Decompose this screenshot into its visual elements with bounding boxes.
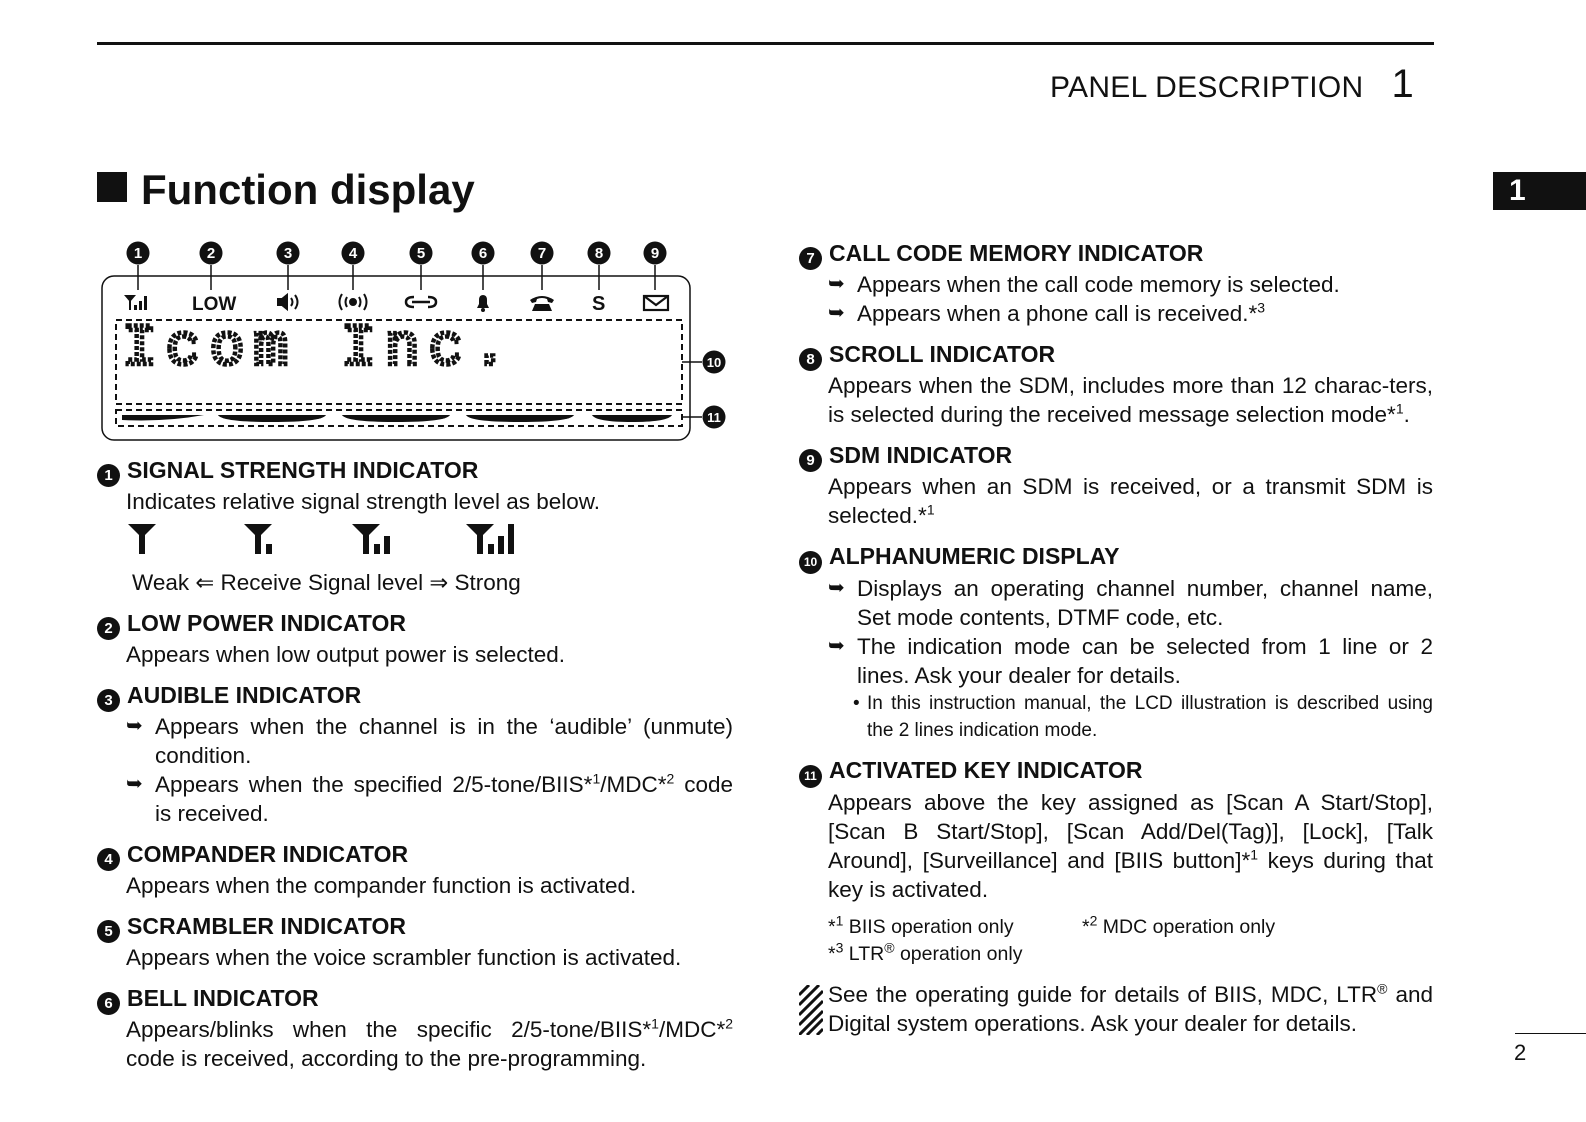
phone-icon	[530, 296, 554, 311]
lcd-illustration	[96, 238, 736, 448]
right-column	[799, 227, 1433, 1038]
square-bullet-icon	[97, 172, 127, 202]
section-heading	[97, 166, 475, 214]
item-text-6: Appears/blinks when the specific 2/5-tone/BIIS*$^1$/MDC*$^2$ code is received, according to the pre-programming.	[126, 1015, 733, 1071]
page-number-rule	[1515, 1033, 1586, 1034]
item-heading-9: 9 SDM INDICATOR	[799, 441, 1433, 472]
running-header	[1050, 62, 1414, 107]
callout-10	[682, 351, 726, 374]
item-heading-1: 1 SIGNAL STRENGTH INDICATOR	[97, 456, 733, 487]
item-heading-3: 3 AUDIBLE INDICATOR	[97, 681, 733, 712]
section-heading-text: Function display	[141, 166, 475, 213]
chapter-number: 1	[1391, 62, 1414, 106]
signal-strong-icon	[466, 524, 514, 554]
page-number: 2	[1514, 1040, 1527, 1065]
note-hatch-icon	[799, 985, 823, 1035]
envelope-icon	[644, 296, 668, 310]
item-heading-7: 7 CALL CODE MEMORY INDICATOR	[799, 239, 1433, 270]
dealer-note: See the operating guide for details of BIIS, MDC, LTR® and Digital system operations. Ask your dealer for details.	[799, 980, 1433, 1038]
item-heading-2: 2 LOW POWER INDICATOR	[97, 609, 733, 640]
item-text-1: Indicates relative signal strength level as below.	[126, 489, 601, 514]
svg-text:9: 9	[650, 245, 660, 262]
signal-levels	[97, 516, 733, 568]
callout-11	[682, 406, 726, 429]
callout-7	[531, 242, 554, 291]
item-7-bullet-2: ➥ Appears when a phone call is received.*$^3$	[799, 299, 1433, 328]
svg-text:4: 4	[348, 245, 358, 262]
item-7-bullet-1: ➥ Appears when the call code memory is selected.	[799, 270, 1433, 299]
callout-9	[644, 242, 667, 291]
item-10-bullet-1: ➥ Displays an operating channel number, channel name, Set mode contents, DTMF code, etc.	[799, 574, 1433, 632]
signal-caption: Weak ⇐ Receive Signal level ⇒ Strong	[132, 570, 521, 595]
callout-2	[200, 242, 223, 291]
callout-8	[588, 242, 611, 291]
s-text: S	[592, 293, 606, 315]
callout-3	[277, 242, 300, 291]
key-indicator-bars	[122, 415, 672, 422]
low-text: LOW	[192, 294, 237, 315]
item-heading-8: 8 SCROLL INDICATOR	[799, 340, 1433, 371]
svg-text:3: 3	[283, 245, 293, 262]
callout-5	[410, 242, 433, 291]
item-heading-6: 6 BELL INDICATOR	[97, 984, 733, 1015]
speaker-icon	[278, 295, 298, 309]
svg-text:7: 7	[537, 245, 547, 262]
svg-text:8: 8	[594, 245, 604, 262]
item-text-4: Appears when the compander function is activated.	[126, 873, 637, 898]
svg-text:10: 10	[706, 355, 722, 370]
footnote-row-2: *$^3$ LTR® operation only	[828, 939, 1023, 965]
item-10-subnote: • In this instruction manual, the LCD illustration is described using the 2 lines indication mode.	[799, 690, 1433, 744]
scrambler-icon	[406, 297, 436, 307]
callout-4	[342, 242, 365, 291]
item-3-bullet-2: ➥ Appears when the specified 2/5-tone/BIIS*$^1$/MDC*$^2$ code is received.	[97, 770, 733, 828]
left-column	[97, 444, 733, 1073]
chapter-tab: 1	[1493, 172, 1586, 210]
item-10-bullet-2: ➥ The indication mode can be selected from 1 line or 2 lines. Ask your dealer for details.	[799, 632, 1433, 690]
callout-6	[472, 242, 495, 291]
compander-icon	[340, 294, 367, 310]
item-heading-4: 4 COMPANDER INDICATOR	[97, 840, 733, 871]
item-text-9: Appears when an SDM is received, or a transmit SDM is selected.*$^1$	[828, 474, 1433, 528]
signal-level-3-icon	[352, 524, 390, 554]
signal-level-2-icon	[244, 524, 272, 554]
svg-text:2: 2	[206, 245, 216, 262]
item-text-11: Appears above the key assigned as [Scan A Start/Stop], [Scan B Start/Stop], [Scan Add/Del(Tag)], [Lock], [Talk Around], [Surveillance] and [BIIS button]*$^1$ keys during that key is activated.	[828, 790, 1434, 902]
svg-text:5: 5	[416, 245, 426, 262]
item-heading-5: 5 SCRAMBLER INDICATOR	[97, 912, 733, 943]
lcd-dot-text: Icom Inc.	[122, 317, 517, 382]
footnote-row-1: *$^1$ BIIS operation only *$^2$ MDC operation only	[828, 912, 1276, 938]
section-title: PANEL DESCRIPTION	[1049, 71, 1364, 104]
item-text-8: Appears when the SDM, includes more than 12 charac-ters, is selected during the received message selection mode*$^1$.	[828, 373, 1433, 427]
item-3-bullet-1: ➥ Appears when the channel is in the ‘audible’ (unmute) condition.	[97, 712, 733, 770]
signal-weak-icon	[128, 524, 156, 554]
signal-level-icons	[126, 520, 546, 560]
top-rule	[97, 42, 1434, 45]
svg-text:11: 11	[707, 410, 721, 425]
svg-text:6: 6	[478, 245, 488, 262]
callout-1	[127, 242, 150, 291]
item-heading-11: 11 ACTIVATED KEY INDICATOR	[799, 756, 1433, 788]
svg-text:1: 1	[133, 245, 143, 262]
item-text-5: Appears when the voice scrambler function is activated.	[126, 945, 682, 970]
bell-icon	[477, 295, 489, 312]
item-number-1: 1	[97, 464, 120, 487]
item-heading-10: 10 ALPHANUMERIC DISPLAY	[799, 542, 1433, 574]
item-text-2: Appears when low output power is selected.	[126, 642, 566, 667]
signal-strength-icon	[124, 295, 147, 310]
